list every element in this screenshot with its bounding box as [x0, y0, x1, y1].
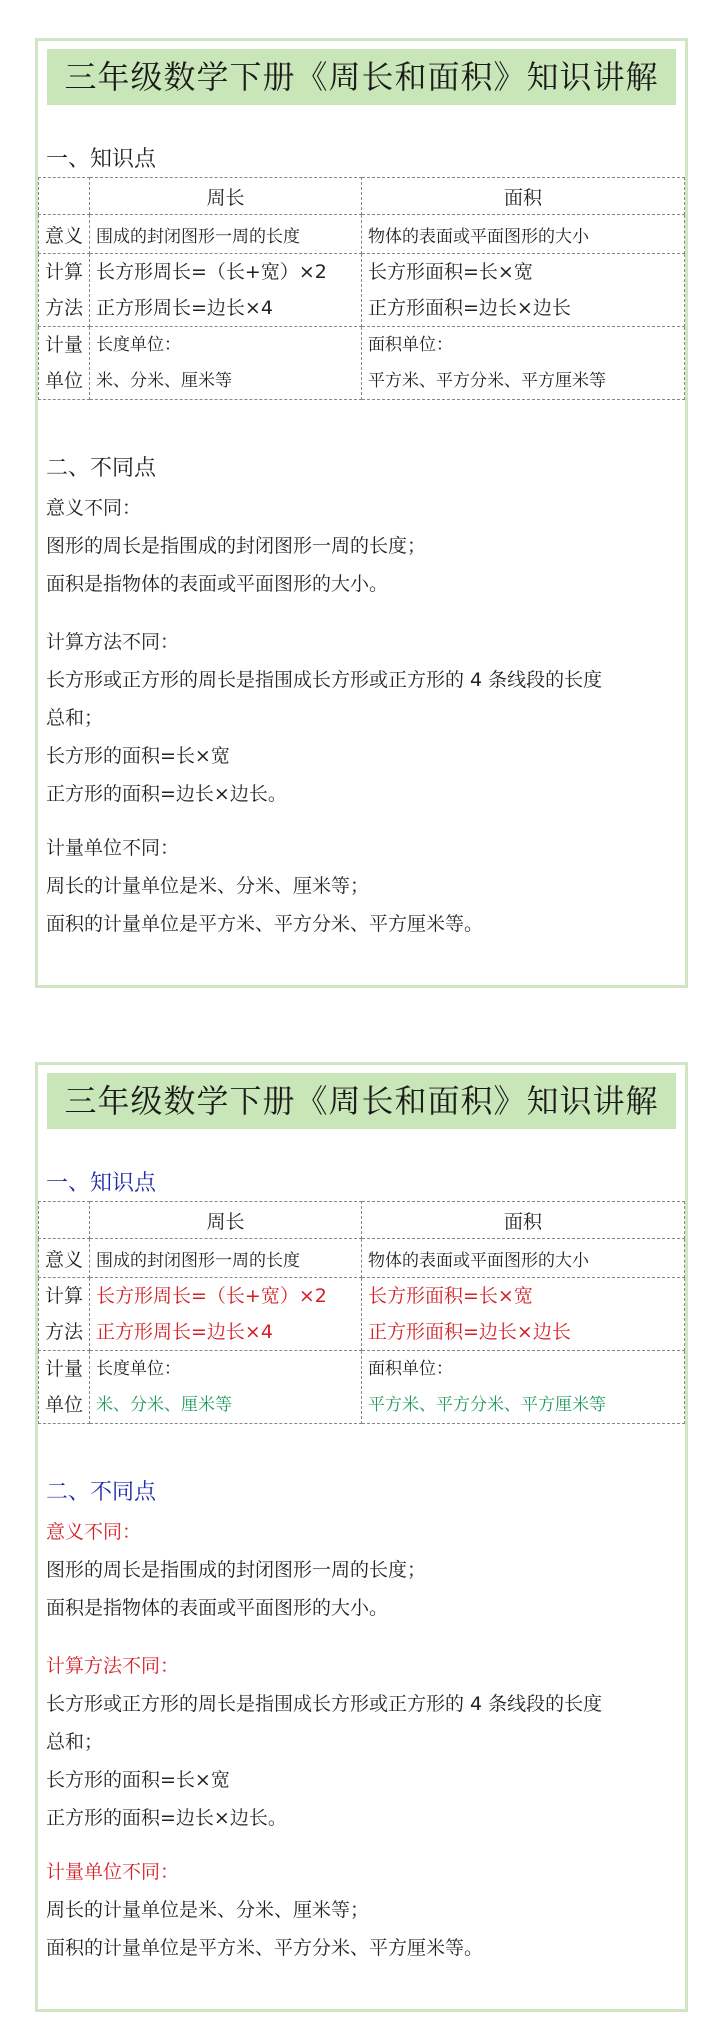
row-key-unit-2: 单位: [44, 370, 83, 392]
rect-area-formula: 长方形面积=长×宽: [368, 1285, 533, 1307]
rect-perimeter-formula: 长方形周长=（长+宽）×2: [96, 261, 327, 283]
cell-perimeter-unit: [90, 1351, 362, 1424]
square-area-formula: 正方形面积=边长×边长: [368, 297, 571, 319]
cell-perimeter-meaning: 围成的封闭图形一周的长度: [90, 215, 362, 254]
row-key-unit-2: 单位: [44, 1394, 83, 1416]
area-unit-label: 面积单位：: [368, 335, 453, 355]
section-heading-knowledge-colored: 一、知识点: [46, 1171, 157, 1196]
diff-meaning-block: [46, 1513, 676, 1627]
length-unit-label: 长度单位：: [96, 335, 181, 355]
diff-unit-line2: 面积的计量单位是平方米、平方分米、平方厘米等。: [46, 1937, 484, 1959]
rect-area-formula: 长方形面积=长×宽: [368, 261, 533, 283]
table-row-method: [39, 254, 685, 327]
diff-method-block: [46, 1647, 676, 1837]
length-unit-list: 米、分米、厘米等: [96, 371, 232, 391]
cell-perimeter-unit: [90, 327, 362, 400]
row-key-method-2: 方法: [44, 297, 83, 319]
table-header-row: [39, 178, 685, 215]
table-header-area: 面积: [362, 178, 685, 215]
table-row-method: [39, 1278, 685, 1351]
cell-area-method: [362, 1278, 685, 1351]
diff-unit-line1: 周长的计量单位是米、分米、厘米等；: [46, 875, 370, 897]
diff-method-line3: 正方形的面积=边长×边长。: [46, 1807, 287, 1829]
diff-method-block: [46, 623, 676, 813]
cell-area-unit: [362, 327, 685, 400]
square-perimeter-formula: 正方形周长=边长×4: [96, 297, 273, 319]
table-row-meaning: [39, 1239, 685, 1278]
row-key-unit: [39, 1351, 90, 1424]
knowledge-card-colored: [35, 1062, 688, 2012]
area-unit-list: 平方米、平方分米、平方厘米等: [368, 371, 606, 391]
cell-area-meaning: 物体的表面或平面图形的大小: [362, 1239, 685, 1278]
table-header-empty: [39, 1202, 90, 1239]
row-key-meaning: 意义: [39, 1239, 90, 1278]
row-key-unit-1: 计量: [44, 1358, 83, 1380]
section-heading-differences-colored: 二、不同点: [46, 1480, 157, 1505]
page-title-colored: 三年级数学下册《周长和面积》知识讲解: [47, 1073, 676, 1129]
comparison-table-colored: [38, 1201, 685, 1424]
cell-perimeter-meaning: 围成的封闭图形一周的长度: [90, 1239, 362, 1278]
length-unit-list: 米、分米、厘米等: [96, 1395, 232, 1415]
diff-unit-line2: 面积的计量单位是平方米、平方分米、平方厘米等。: [46, 913, 484, 935]
table-row-meaning: [39, 215, 685, 254]
table-header-empty: [39, 178, 90, 215]
diff-method-title: 计算方法不同：: [46, 1655, 180, 1677]
table-row-unit: [39, 327, 685, 400]
length-unit-label: 长度单位：: [96, 1359, 181, 1379]
row-key-unit: [39, 327, 90, 400]
row-key-method: [39, 254, 90, 327]
diff-meaning-title: 意义不同：: [46, 497, 142, 519]
table-header-perimeter: 周长: [90, 1202, 362, 1239]
diff-method-line2: 长方形的面积=长×宽: [46, 1769, 230, 1791]
diff-method-line1: 长方形或正方形的周长是指围成长方形或正方形的 4 条线段的长度: [46, 1693, 603, 1715]
table-row-unit: [39, 1351, 685, 1424]
row-key-method-2: 方法: [44, 1321, 83, 1343]
section-heading-differences: 二、不同点: [46, 456, 157, 481]
area-unit-label: 面积单位：: [368, 1359, 453, 1379]
diff-meaning-line1: 图形的周长是指围成的封闭图形一周的长度；: [46, 535, 427, 557]
diff-method-line3: 正方形的面积=边长×边长。: [46, 783, 287, 805]
cell-area-unit: [362, 1351, 685, 1424]
cell-perimeter-method: [90, 1278, 362, 1351]
diff-meaning-title: 意义不同：: [46, 1521, 142, 1543]
square-area-formula: 正方形面积=边长×边长: [368, 1321, 571, 1343]
diff-unit-block: [46, 829, 676, 943]
diff-unit-line1: 周长的计量单位是米、分米、厘米等；: [46, 1899, 370, 1921]
area-unit-list: 平方米、平方分米、平方厘米等: [368, 1395, 606, 1415]
cell-perimeter-method: [90, 254, 362, 327]
diff-method-line2: 长方形的面积=长×宽: [46, 745, 230, 767]
diff-unit-title: 计量单位不同：: [46, 837, 180, 859]
diff-meaning-line2: 面积是指物体的表面或平面图形的大小。: [46, 1597, 389, 1619]
row-key-meaning: 意义: [39, 215, 90, 254]
cell-area-meaning: 物体的表面或平面图形的大小: [362, 215, 685, 254]
square-perimeter-formula: 正方形周长=边长×4: [96, 1321, 273, 1343]
table-header-area: 面积: [362, 1202, 685, 1239]
rect-perimeter-formula: 长方形周长=（长+宽）×2: [96, 1285, 327, 1307]
row-key-method-1: 计算: [44, 1285, 83, 1307]
diff-meaning-line1: 图形的周长是指围成的封闭图形一周的长度；: [46, 1559, 427, 1581]
diff-meaning-block: [46, 489, 676, 603]
diff-method-line1b: 总和；: [46, 1731, 104, 1753]
diff-unit-title: 计量单位不同：: [46, 1861, 180, 1883]
row-key-unit-1: 计量: [44, 334, 83, 356]
comparison-table: [38, 177, 685, 400]
cell-area-method: [362, 254, 685, 327]
row-key-method-1: 计算: [44, 261, 83, 283]
diff-method-line1: 长方形或正方形的周长是指围成长方形或正方形的 4 条线段的长度: [46, 669, 603, 691]
page-title: 三年级数学下册《周长和面积》知识讲解: [47, 49, 676, 105]
diff-unit-block: [46, 1853, 676, 1967]
diff-meaning-line2: 面积是指物体的表面或平面图形的大小。: [46, 573, 389, 595]
table-header-perimeter: 周长: [90, 178, 362, 215]
row-key-method: [39, 1278, 90, 1351]
knowledge-card-plain: [35, 38, 688, 988]
diff-method-title: 计算方法不同：: [46, 631, 180, 653]
section-heading-knowledge: 一、知识点: [46, 147, 157, 172]
table-header-row: [39, 1202, 685, 1239]
diff-method-line1b: 总和；: [46, 707, 104, 729]
